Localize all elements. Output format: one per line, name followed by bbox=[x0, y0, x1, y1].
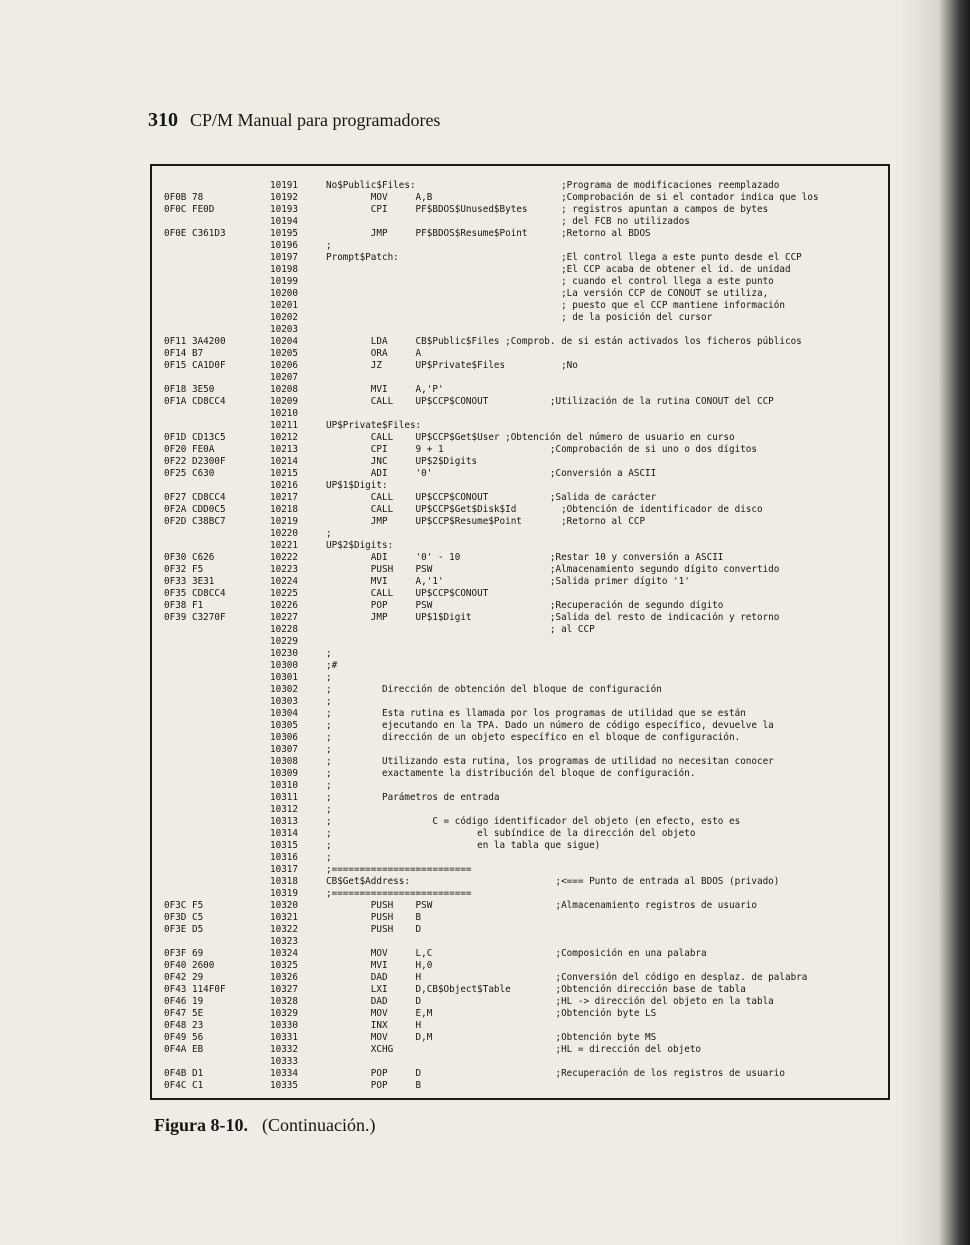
hex-address: 0F42 29 bbox=[164, 972, 204, 983]
listing-line bbox=[152, 984, 888, 996]
hex-address: 0F1D CD13C5 bbox=[164, 432, 226, 443]
page-header bbox=[148, 109, 440, 132]
source-code: LDA CB$Public$Files ;Comprob. de si están activados los ficheros públicos bbox=[326, 336, 802, 347]
source-code: UP$1$Digit: bbox=[326, 480, 388, 491]
hex-address: 0F48 23 bbox=[164, 1020, 204, 1031]
source-code: MOV D,M ;Obtención byte MS bbox=[326, 1032, 657, 1043]
line-number: 10208 bbox=[270, 384, 298, 395]
line-number: 10211 bbox=[270, 420, 298, 431]
source-code: PUSH PSW ;Almacenamiento segundo dígito convertido bbox=[326, 564, 780, 575]
line-number: 10323 bbox=[270, 936, 298, 947]
line-number: 10210 bbox=[270, 408, 298, 419]
source-code: CPI PF$BDOS$Unused$Bytes ; registros apuntan a campos de bytes bbox=[326, 204, 769, 215]
line-number: 10193 bbox=[270, 204, 298, 215]
line-number: 10222 bbox=[270, 552, 298, 563]
listing-line bbox=[152, 492, 888, 504]
listing-line bbox=[152, 780, 888, 792]
hex-address: 0F43 114F0F bbox=[164, 984, 226, 995]
line-number: 10206 bbox=[270, 360, 298, 371]
listing-line bbox=[152, 468, 888, 480]
listing-line bbox=[152, 912, 888, 924]
line-number: 10195 bbox=[270, 228, 298, 239]
source-code: PUSH D bbox=[326, 924, 422, 935]
page-title: CP/M Manual para programadores bbox=[190, 110, 441, 130]
listing-line bbox=[152, 624, 888, 636]
listing-line bbox=[152, 576, 888, 588]
listing-line bbox=[152, 744, 888, 756]
listing-line bbox=[152, 972, 888, 984]
source-code: MVI A,'1' ;Salida primer dígito '1' bbox=[326, 576, 690, 587]
line-number: 10309 bbox=[270, 768, 298, 779]
listing-line bbox=[152, 348, 888, 360]
listing-line bbox=[152, 432, 888, 444]
line-number: 10214 bbox=[270, 456, 298, 467]
source-code: CALL UP$CCP$Get$Disk$Id ;Obtención de identificador de disco bbox=[326, 504, 763, 515]
hex-address: 0F18 3E50 bbox=[164, 384, 215, 395]
hex-address: 0F0E C361D3 bbox=[164, 228, 226, 239]
line-number: 10207 bbox=[270, 372, 298, 383]
listing-line bbox=[152, 792, 888, 804]
source-code: ; el subíndice de la dirección del objeto bbox=[326, 828, 696, 839]
source-code: INX H bbox=[326, 1020, 422, 1031]
line-number: 10326 bbox=[270, 972, 298, 983]
source-code: ORA A bbox=[326, 348, 422, 359]
source-code: ; ejecutando en la TPA. Dado un número de código específico, devuelve la bbox=[326, 720, 774, 731]
page-binding-edge bbox=[900, 0, 970, 1245]
listing-line bbox=[152, 672, 888, 684]
source-code: ; exactamente la distribución del bloque de configuración. bbox=[326, 768, 696, 779]
line-number: 10204 bbox=[270, 336, 298, 347]
hex-address: 0F30 C626 bbox=[164, 552, 215, 563]
listing-line bbox=[152, 456, 888, 468]
line-number: 10196 bbox=[270, 240, 298, 251]
listing-frame bbox=[150, 164, 890, 1100]
line-number: 10219 bbox=[270, 516, 298, 527]
listing-line bbox=[152, 648, 888, 660]
line-number: 10316 bbox=[270, 852, 298, 863]
line-number: 10223 bbox=[270, 564, 298, 575]
line-number: 10220 bbox=[270, 528, 298, 539]
listing-line bbox=[152, 540, 888, 552]
line-number: 10197 bbox=[270, 252, 298, 263]
line-number: 10318 bbox=[270, 876, 298, 887]
listing-line bbox=[152, 552, 888, 564]
line-number: 10333 bbox=[270, 1056, 298, 1067]
source-code: XCHG ;HL = dirección del objeto bbox=[326, 1044, 702, 1055]
listing-line bbox=[152, 324, 888, 336]
source-code: ; bbox=[326, 744, 332, 755]
source-code: ;========================= bbox=[326, 864, 472, 875]
source-code: MVI A,'P' bbox=[326, 384, 444, 395]
source-code: ; bbox=[326, 648, 332, 659]
listing-line bbox=[152, 300, 888, 312]
listing-line bbox=[152, 372, 888, 384]
listing-line bbox=[152, 936, 888, 948]
source-code: CALL UP$CCP$Get$User ;Obtención del número de usuario en curso bbox=[326, 432, 735, 443]
listing-line bbox=[152, 1056, 888, 1068]
listing-line bbox=[152, 840, 888, 852]
hex-address: 0F3E D5 bbox=[164, 924, 204, 935]
source-code: ; bbox=[326, 852, 332, 863]
line-number: 10313 bbox=[270, 816, 298, 827]
source-code: ; de la posición del cursor bbox=[326, 312, 713, 323]
line-number: 10315 bbox=[270, 840, 298, 851]
listing-line bbox=[152, 228, 888, 240]
source-code: ; dirección de un objeto específico en el bloque de configuración. bbox=[326, 732, 741, 743]
line-number: 10307 bbox=[270, 744, 298, 755]
line-number: 10199 bbox=[270, 276, 298, 287]
hex-address: 0F3D C5 bbox=[164, 912, 204, 923]
listing-line bbox=[152, 420, 888, 432]
source-code: ; Esta rutina es llamada por los programas de utilidad que se están bbox=[326, 708, 746, 719]
listing-line bbox=[152, 504, 888, 516]
listing-line bbox=[152, 192, 888, 204]
source-code: ; del FCB no utilizados bbox=[326, 216, 690, 227]
source-code: CALL UP$CCP$CONOUT ;Utilización de la rutina CONOUT del CCP bbox=[326, 396, 774, 407]
line-number: 10201 bbox=[270, 300, 298, 311]
listing-line bbox=[152, 444, 888, 456]
line-number: 10325 bbox=[270, 960, 298, 971]
listing-line bbox=[152, 900, 888, 912]
listing-line bbox=[152, 804, 888, 816]
hex-address: 0F47 5E bbox=[164, 1008, 204, 1019]
hex-address: 0F27 CD8CC4 bbox=[164, 492, 226, 503]
listing-line bbox=[152, 1008, 888, 1020]
listing-line bbox=[152, 876, 888, 888]
listing-line bbox=[152, 828, 888, 840]
listing-line bbox=[152, 288, 888, 300]
source-code: ; Utilizando esta rutina, los programas de utilidad no necesitan conocer bbox=[326, 756, 774, 767]
line-number: 10334 bbox=[270, 1068, 298, 1079]
line-number: 10305 bbox=[270, 720, 298, 731]
listing-line bbox=[152, 864, 888, 876]
source-code: UP$2$Digits: bbox=[326, 540, 394, 551]
listing-line bbox=[152, 588, 888, 600]
line-number: 10329 bbox=[270, 1008, 298, 1019]
hex-address: 0F25 C630 bbox=[164, 468, 215, 479]
line-number: 10331 bbox=[270, 1032, 298, 1043]
line-number: 10303 bbox=[270, 696, 298, 707]
line-number: 10198 bbox=[270, 264, 298, 275]
listing-line bbox=[152, 948, 888, 960]
source-code: ; bbox=[326, 696, 332, 707]
line-number: 10202 bbox=[270, 312, 298, 323]
listing-line bbox=[152, 1032, 888, 1044]
line-number: 10200 bbox=[270, 288, 298, 299]
listing-line bbox=[152, 396, 888, 408]
source-code: JMP PF$BDOS$Resume$Point ;Retorno al BDOS bbox=[326, 228, 651, 239]
source-code: DAD D ;HL -> dirección del objeto en la tabla bbox=[326, 996, 774, 1007]
listing-line bbox=[152, 312, 888, 324]
listing-line bbox=[152, 564, 888, 576]
line-number: 10221 bbox=[270, 540, 298, 551]
line-number: 10215 bbox=[270, 468, 298, 479]
source-code: JNC UP$2$Digits bbox=[326, 456, 478, 467]
listing-line bbox=[152, 216, 888, 228]
source-code: JZ UP$Private$Files ;No bbox=[326, 360, 578, 371]
source-code: MOV L,C ;Composición en una palabra bbox=[326, 948, 707, 959]
listing-line bbox=[152, 720, 888, 732]
source-code: UP$Private$Files: bbox=[326, 420, 422, 431]
source-code: ; cuando el control llega a este punto bbox=[326, 276, 774, 287]
listing-line bbox=[152, 888, 888, 900]
source-code: MOV E,M ;Obtención byte LS bbox=[326, 1008, 657, 1019]
source-code: POP D ;Recuperación de los registros de usuario bbox=[326, 1068, 785, 1079]
source-code: ; bbox=[326, 528, 332, 539]
listing-line bbox=[152, 816, 888, 828]
line-number: 10302 bbox=[270, 684, 298, 695]
line-number: 10213 bbox=[270, 444, 298, 455]
listing-line bbox=[152, 708, 888, 720]
hex-address: 0F3C F5 bbox=[164, 900, 204, 911]
line-number: 10308 bbox=[270, 756, 298, 767]
source-code: ; bbox=[326, 780, 332, 791]
listing-line bbox=[152, 408, 888, 420]
line-number: 10312 bbox=[270, 804, 298, 815]
hex-address: 0F11 3A4200 bbox=[164, 336, 226, 347]
listing-line bbox=[152, 756, 888, 768]
source-code: ; puesto que el CCP mantiene información bbox=[326, 300, 785, 311]
line-number: 10218 bbox=[270, 504, 298, 515]
listing-line bbox=[152, 732, 888, 744]
line-number: 10203 bbox=[270, 324, 298, 335]
line-number: 10205 bbox=[270, 348, 298, 359]
source-code: No$Public$Files: ;Programa de modificaciones reemplazado bbox=[326, 180, 780, 191]
line-number: 10317 bbox=[270, 864, 298, 875]
hex-address: 0F39 C3270F bbox=[164, 612, 226, 623]
listing-line bbox=[152, 1068, 888, 1080]
listing-line bbox=[152, 528, 888, 540]
line-number: 10327 bbox=[270, 984, 298, 995]
source-code: ; Parámetros de entrada bbox=[326, 792, 500, 803]
listing-line bbox=[152, 852, 888, 864]
listing-line bbox=[152, 768, 888, 780]
source-code: MVI H,0 bbox=[326, 960, 433, 971]
source-code: PUSH PSW ;Almacenamiento registros de usuario bbox=[326, 900, 757, 911]
listing-line bbox=[152, 612, 888, 624]
hex-address: 0F32 F5 bbox=[164, 564, 204, 575]
source-code: DAD H ;Conversión del código en desplaz. de palabra bbox=[326, 972, 808, 983]
source-code: ; bbox=[326, 240, 332, 251]
hex-address: 0F4B D1 bbox=[164, 1068, 204, 1079]
hex-address: 0F0B 78 bbox=[164, 192, 204, 203]
line-number: 10226 bbox=[270, 600, 298, 611]
source-code: ; en la tabla que sigue) bbox=[326, 840, 601, 851]
listing-line bbox=[152, 360, 888, 372]
source-code: MOV A,B ;Comprobación de si el contador indica que los bbox=[326, 192, 819, 203]
hex-address: 0F0C FE0D bbox=[164, 204, 215, 215]
source-code: JMP UP$1$Digit ;Salida del resto de indicación y retorno bbox=[326, 612, 780, 623]
line-number: 10227 bbox=[270, 612, 298, 623]
listing-line bbox=[152, 660, 888, 672]
source-code: CB$Get$Address: ;<=== Punto de entrada al BDOS (privado) bbox=[326, 876, 780, 887]
page-number: 310 bbox=[148, 109, 178, 131]
listing-line bbox=[152, 600, 888, 612]
hex-address: 0F22 D2300F bbox=[164, 456, 226, 467]
line-number: 10321 bbox=[270, 912, 298, 923]
listing-line bbox=[152, 1020, 888, 1032]
source-code: PUSH B bbox=[326, 912, 422, 923]
hex-address: 0F15 CA1D0F bbox=[164, 360, 226, 371]
source-code: ; Dirección de obtención del bloque de configuración bbox=[326, 684, 662, 695]
line-number: 10324 bbox=[270, 948, 298, 959]
source-code: ; bbox=[326, 804, 332, 815]
line-number: 10314 bbox=[270, 828, 298, 839]
line-number: 10306 bbox=[270, 732, 298, 743]
source-code: Prompt$Patch: ;El control llega a este punto desde el CCP bbox=[326, 252, 802, 263]
source-code: CALL UP$CCP$CONOUT ;Salida de carácter bbox=[326, 492, 657, 503]
listing-line bbox=[152, 264, 888, 276]
hex-address: 0F2D C38BC7 bbox=[164, 516, 226, 527]
listing-line bbox=[152, 960, 888, 972]
source-code: ADI '0' ;Conversión a ASCII bbox=[326, 468, 657, 479]
listing-line bbox=[152, 252, 888, 264]
line-number: 10320 bbox=[270, 900, 298, 911]
listing-line bbox=[152, 1080, 888, 1092]
line-number: 10230 bbox=[270, 648, 298, 659]
line-number: 10212 bbox=[270, 432, 298, 443]
source-code: JMP UP$CCP$Resume$Point ;Retorno al CCP bbox=[326, 516, 646, 527]
listing-line bbox=[152, 924, 888, 936]
figure-caption bbox=[154, 1115, 375, 1136]
line-number: 10228 bbox=[270, 624, 298, 635]
source-code: CALL UP$CCP$CONOUT bbox=[326, 588, 489, 599]
source-code: ; bbox=[326, 672, 332, 683]
line-number: 10304 bbox=[270, 708, 298, 719]
listing-line bbox=[152, 384, 888, 396]
hex-address: 0F2A CDD0C5 bbox=[164, 504, 226, 515]
line-number: 10225 bbox=[270, 588, 298, 599]
listing-line bbox=[152, 276, 888, 288]
hex-address: 0F4C C1 bbox=[164, 1080, 204, 1091]
listing-line bbox=[152, 516, 888, 528]
code-listing bbox=[152, 180, 888, 1092]
line-number: 10328 bbox=[270, 996, 298, 1007]
hex-address: 0F38 F1 bbox=[164, 600, 204, 611]
listing-line bbox=[152, 204, 888, 216]
hex-address: 0F40 2600 bbox=[164, 960, 215, 971]
listing-line bbox=[152, 1044, 888, 1056]
line-number: 10229 bbox=[270, 636, 298, 647]
line-number: 10300 bbox=[270, 660, 298, 671]
line-number: 10192 bbox=[270, 192, 298, 203]
line-number: 10216 bbox=[270, 480, 298, 491]
source-code: LXI D,CB$Object$Table ;Obtención dirección base de tabla bbox=[326, 984, 746, 995]
listing-line bbox=[152, 336, 888, 348]
listing-line bbox=[152, 684, 888, 696]
hex-address: 0F35 CD8CC4 bbox=[164, 588, 226, 599]
listing-line bbox=[152, 480, 888, 492]
line-number: 10194 bbox=[270, 216, 298, 227]
figure-caption-text: (Continuación.) bbox=[262, 1115, 376, 1135]
hex-address: 0F49 56 bbox=[164, 1032, 204, 1043]
source-code: ;El CCP acaba de obtener el id. de unidad bbox=[326, 264, 791, 275]
line-number: 10319 bbox=[270, 888, 298, 899]
listing-line bbox=[152, 240, 888, 252]
source-code: POP PSW ;Recuperación de segundo dígito bbox=[326, 600, 724, 611]
source-code: ADI '0' - 10 ;Restar 10 y conversión a ASCII bbox=[326, 552, 724, 563]
source-code: ;========================= bbox=[326, 888, 472, 899]
source-code: ; al CCP bbox=[326, 624, 595, 635]
line-number: 10301 bbox=[270, 672, 298, 683]
hex-address: 0F1A CD8CC4 bbox=[164, 396, 226, 407]
listing-line bbox=[152, 180, 888, 192]
line-number: 10330 bbox=[270, 1020, 298, 1031]
hex-address: 0F20 FE0A bbox=[164, 444, 215, 455]
listing-line bbox=[152, 636, 888, 648]
source-code: ; C = código identificador del objeto (en efecto, esto es bbox=[326, 816, 741, 827]
source-code: ;# bbox=[326, 660, 338, 671]
line-number: 10209 bbox=[270, 396, 298, 407]
source-code: ;La versión CCP de CONOUT se utiliza, bbox=[326, 288, 769, 299]
source-code: CPI 9 + 1 ;Comprobación de si uno o dos dígitos bbox=[326, 444, 757, 455]
hex-address: 0F4A EB bbox=[164, 1044, 204, 1055]
line-number: 10191 bbox=[270, 180, 298, 191]
line-number: 10224 bbox=[270, 576, 298, 587]
line-number: 10322 bbox=[270, 924, 298, 935]
hex-address: 0F46 19 bbox=[164, 996, 204, 1007]
line-number: 10311 bbox=[270, 792, 298, 803]
line-number: 10335 bbox=[270, 1080, 298, 1091]
line-number: 10332 bbox=[270, 1044, 298, 1055]
hex-address: 0F14 B7 bbox=[164, 348, 204, 359]
line-number: 10310 bbox=[270, 780, 298, 791]
hex-address: 0F33 3E31 bbox=[164, 576, 215, 587]
source-code: POP B bbox=[326, 1080, 422, 1091]
listing-line bbox=[152, 696, 888, 708]
hex-address: 0F3F 69 bbox=[164, 948, 204, 959]
listing-line bbox=[152, 996, 888, 1008]
figure-label: Figura 8-10. bbox=[154, 1115, 248, 1135]
line-number: 10217 bbox=[270, 492, 298, 503]
